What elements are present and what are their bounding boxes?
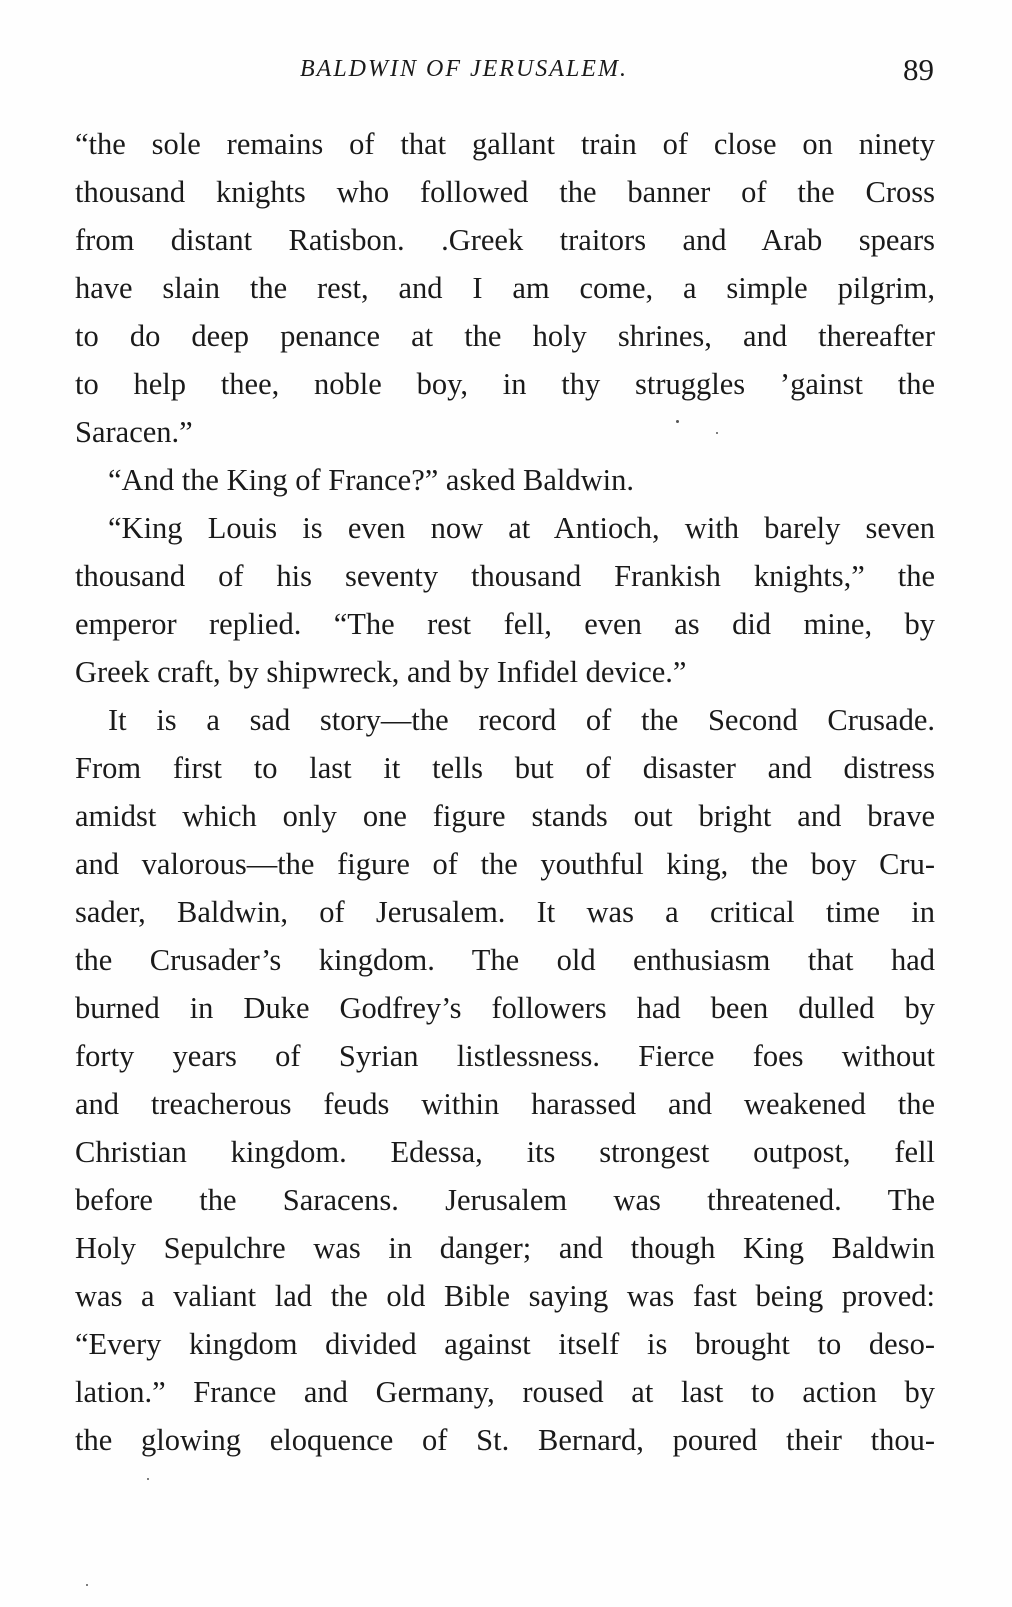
text-line: the glowing eloquence of St. Bernard, poured their thou- [75,1423,935,1457]
text-line: Saracen.” [75,415,193,449]
text-line: “And the King of France?” asked Baldwin. [108,463,634,497]
ink-speck [676,420,679,423]
text-line: Greek craft, by shipwreck, and by Infidel device.” [75,655,687,689]
text-line: and treacherous feuds within harassed and weakened the [75,1087,935,1121]
text-line: before the Saracens. Jerusalem was threatened. The [75,1183,935,1217]
text-line: from distant Ratisbon. .Greek traitors and Arab spears [75,223,935,257]
ink-speck [716,432,718,434]
text-line: Holy Sepulchre was in danger; and though King Baldwin [75,1231,935,1265]
text-line: amidst which only one figure stands out bright and brave [75,799,935,833]
text-line: to do deep penance at the holy shrines, and thereafter [75,319,935,353]
ink-speck [86,1584,88,1586]
text-line: It is a sad story—the record of the Second Crusade. [108,703,935,737]
ink-speck [147,1478,149,1480]
text-line: “Every kingdom divided against itself is brought to deso- [75,1327,935,1361]
text-line: have slain the rest, and I am come, a simple pilgrim, [75,271,935,305]
text-line: emperor replied. “The rest fell, even as did mine, by [75,607,935,641]
running-title: BALDWIN OF JERUSALEM. [300,56,628,82]
text-line: lation.” France and Germany, roused at last to action by [75,1375,935,1409]
text-line: “King Louis is even now at Antioch, with barely seven [108,511,935,545]
text-line: From first to last it tells but of disaster and distress [75,751,935,785]
text-line: to help thee, noble boy, in thy struggles ’gainst the [75,367,935,401]
text-line: burned in Duke Godfrey’s followers had been dulled by [75,991,935,1025]
text-line: the Crusader’s kingdom. The old enthusiasm that had [75,943,935,977]
text-line: forty years of Syrian listlessness. Fierce foes without [75,1039,935,1073]
page-number: 89 [903,52,934,87]
text-line: thousand knights who followed the banner of the Cross [75,175,935,209]
text-line: and valorous—the figure of the youthful king, the boy Cru- [75,847,935,881]
text-line: Christian kingdom. Edessa, its strongest outpost, fell [75,1135,935,1169]
running-head [0,52,1012,92]
text-line: sader, Baldwin, of Jerusalem. It was a critical time in [75,895,935,929]
text-line: “the sole remains of that gallant train of close on ninety [75,127,935,161]
body-text [75,120,935,1464]
text-line: thousand of his seventy thousand Frankish knights,” the [75,559,935,593]
text-line: was a valiant lad the old Bible saying was fast being proved: [75,1279,935,1313]
